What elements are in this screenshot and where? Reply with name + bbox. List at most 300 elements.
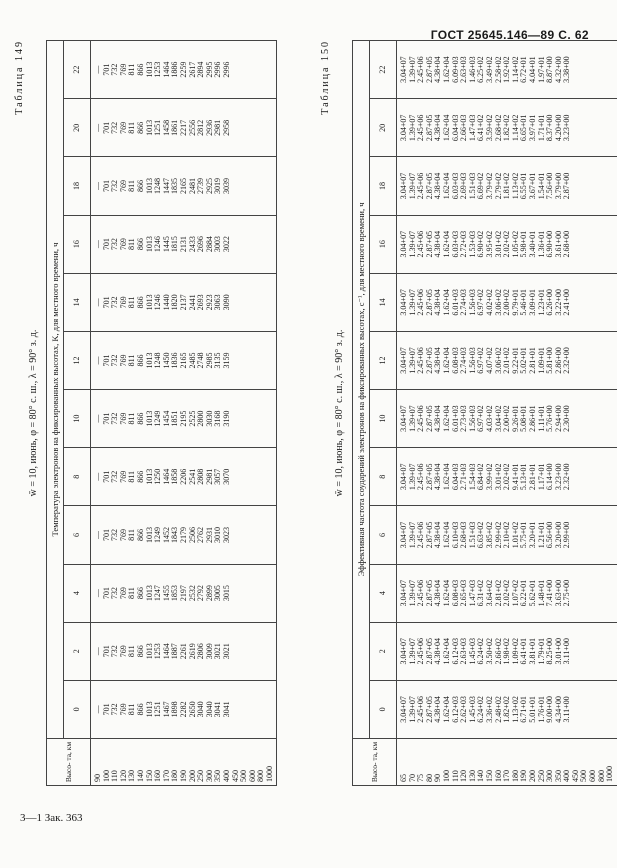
table-cell: 2800 (196, 410, 206, 427)
table-cell: 3021 (221, 643, 231, 660)
table-cell: 4.03+02 (484, 405, 494, 432)
table-cell: 2650 (187, 701, 197, 718)
table-cell: 3090 (221, 294, 231, 311)
height-value: 1000 (605, 766, 615, 782)
table-cell: 769 (118, 354, 128, 367)
table-cell: 6.22+01 (519, 579, 529, 607)
height-value: 250 (536, 770, 546, 782)
hour-header: 4 (64, 564, 91, 622)
table-cell: 769 (118, 238, 128, 251)
value-column (91, 331, 277, 389)
height-values (397, 739, 617, 786)
table-cell: 3.20+01 (527, 521, 537, 549)
table-cell: 2.68+00 (562, 230, 572, 258)
table-number: Таблица 149 (14, 40, 25, 115)
table-cell: 2.01+02 (502, 347, 512, 374)
table-cell: 2525 (187, 410, 197, 427)
table-cell: 2532 (187, 585, 197, 602)
table-cell: 701 (101, 470, 111, 483)
table-cell: 866 (135, 238, 145, 251)
table-cell: 769 (118, 121, 128, 134)
table-cell: 2899 (204, 585, 214, 602)
height-value: 70 (407, 774, 417, 782)
table-subtitle: Эффективная частота соударений электронов на фиксированных высотах, с⁻¹, для местного времени, ч (353, 41, 370, 739)
table-cell: 5.76+00 (545, 405, 555, 432)
table-cell: 701 (101, 121, 111, 134)
table-cell: 1815 (170, 236, 180, 253)
table-cell: 2.68+02 (493, 114, 503, 142)
table-cell: 732 (110, 121, 120, 134)
table-cell: 1851 (170, 410, 180, 427)
table-cell: 1.21+01 (536, 521, 546, 549)
height-value: 100 (101, 770, 111, 782)
table-cell: — (93, 123, 102, 132)
table-cell: 3.04+07 (399, 114, 408, 142)
table-cell: 701 (101, 180, 111, 193)
table-cell: 1820 (170, 294, 180, 311)
table-cell: 1.39+07 (407, 521, 417, 549)
table-cell: 811 (127, 587, 137, 599)
height-value: 350 (553, 770, 563, 782)
table-cell: 1886 (170, 61, 180, 78)
height-value: 110 (110, 770, 120, 782)
table-cell: 1013 (144, 468, 154, 485)
table-cell: 2.86+01 (527, 405, 537, 432)
table-cell: 1.23+01 (536, 289, 546, 316)
table-cell: 3.61+00 (553, 230, 563, 258)
table-cell: 866 (135, 180, 145, 193)
table-cell: 866 (135, 645, 145, 658)
table-cell: 2925 (204, 178, 214, 195)
height-value: 140 (476, 770, 486, 782)
height-value: 130 (467, 770, 477, 782)
table-cell: 3023 (221, 526, 231, 543)
hour-header: 0 (64, 680, 91, 738)
table-cell: 1013 (144, 178, 154, 195)
table-cell: 4.07+02 (484, 347, 494, 374)
table-cell: 2441 (187, 294, 197, 311)
table-cell: 3.06+02 (493, 289, 503, 316)
table-cell: 1.56+03 (467, 347, 477, 374)
hour-header: 20 (370, 99, 397, 157)
table-cell: 769 (118, 528, 128, 541)
table-150-block (320, 40, 615, 786)
table-cell: 1013 (144, 236, 154, 253)
table-cell: 3019 (213, 178, 223, 195)
table-cell: 2.32+00 (562, 347, 572, 374)
table-cell: 6.01+03 (450, 405, 460, 432)
table-cell: 3.04+07 (399, 579, 408, 607)
table-cell: 1.39+07 (407, 638, 417, 665)
table-cell: 1248 (153, 178, 163, 195)
table-cell: 2.87+05 (424, 56, 434, 83)
table-cell: 3.23+00 (553, 463, 563, 491)
table-cell: 6.12+03 (450, 696, 460, 723)
hour-header: 18 (370, 157, 397, 215)
table-cell: 3.01+00 (553, 638, 563, 665)
table-cell: 1013 (144, 410, 154, 427)
table-cell: 3.85+02 (484, 521, 494, 549)
hour-header-row (64, 41, 91, 786)
table-cell: 769 (118, 180, 128, 193)
table-cell: 6.01+03 (450, 289, 460, 316)
table-cell: 2165 (178, 178, 188, 195)
height-value: 140 (135, 770, 145, 782)
table-cell: 2.45+06 (416, 56, 426, 83)
hour-header: 4 (370, 564, 397, 622)
table-cell: 1.14+02 (510, 56, 520, 83)
table-cell: 3.59+02 (484, 114, 494, 142)
value-column (397, 390, 617, 448)
table-cell: 2806 (196, 643, 206, 660)
table-caption: w̄ = 10, июнь, φ = 80° с. ш., λ = 90° з. д. (334, 329, 345, 497)
table-cell: 701 (101, 703, 111, 716)
height-value: 450 (570, 770, 580, 782)
table-cell: 5.02+01 (519, 347, 529, 374)
table-cell: 2981 (213, 119, 223, 136)
table-cell: 6.03+03 (450, 230, 460, 258)
table-cell: 1.53+03 (467, 230, 477, 258)
table-cell: 6.97+02 (476, 347, 486, 374)
table-cell: 1.62+04 (441, 347, 451, 374)
table-cell: 6.56+00 (545, 521, 555, 549)
table-cell: 1246 (153, 236, 163, 253)
height-value: 500 (579, 770, 589, 782)
table-cell: 4.38+04 (433, 289, 443, 316)
table-cell: 701 (101, 354, 111, 367)
table-cell: 2.63+03 (459, 638, 469, 665)
value-column (397, 622, 617, 680)
table-cell: 6.97+02 (476, 289, 486, 316)
table-cell: 3.04+07 (399, 347, 408, 374)
value-column (397, 680, 617, 738)
hour-header: 14 (64, 273, 91, 331)
table-cell: 866 (135, 703, 145, 716)
table-cell: 866 (135, 587, 145, 600)
table-cell: 1.54+03 (467, 463, 477, 491)
height-value: 170 (161, 770, 171, 782)
table-cell: 811 (127, 122, 137, 134)
table-cell: 1.48+01 (536, 579, 546, 607)
height-value: 90 (433, 774, 443, 782)
hour-header: 20 (64, 99, 91, 157)
table-cell: 3159 (221, 352, 231, 369)
height-value: 180 (170, 770, 180, 782)
table-cell: 866 (135, 528, 145, 541)
table-cell: 3003 (213, 236, 223, 253)
table-cell: 3168 (213, 410, 223, 427)
table-cell: 3030 (204, 410, 214, 427)
table-cell: 1013 (144, 585, 154, 602)
table-cell: 2.02+02 (502, 230, 512, 258)
table-cell: 2556 (187, 119, 197, 136)
table-cell: 732 (110, 645, 120, 658)
table-cell: 4.38+04 (433, 114, 443, 142)
hour-header: 22 (64, 41, 91, 99)
table-cell: 6.08+03 (450, 579, 460, 607)
table-cell: 6.72+01 (519, 56, 529, 83)
table-cell: 2.45+06 (416, 289, 426, 316)
height-value: 160 (153, 770, 163, 782)
value-column (91, 215, 277, 273)
table-cell: 866 (135, 470, 145, 483)
table-cell: 2812 (196, 119, 206, 136)
value-column (397, 215, 617, 273)
table-cell: 3005 (213, 585, 223, 602)
table-cell: 811 (127, 63, 137, 76)
table-cell: 732 (110, 180, 120, 193)
table-cell: 5.01+01 (527, 696, 537, 723)
table-caption: w̄ = 10, июнь, φ = 80° с. ш., λ = 90° з. д. (28, 329, 39, 497)
table-cell: 2808 (196, 468, 206, 485)
table-cell: 2137 (178, 294, 188, 311)
table-cell: 3.04+07 (399, 172, 408, 200)
table-cell: 3.04+02 (493, 405, 503, 432)
table-cell: 866 (135, 63, 145, 76)
table-cell: 3.01+02 (493, 230, 503, 258)
table-cell: 2.45+06 (416, 521, 426, 549)
table-cell: 769 (118, 470, 128, 483)
table-cell: 1.39+07 (407, 405, 417, 432)
table-cell: 2261 (178, 643, 188, 660)
table-cell: 3.04+07 (399, 289, 408, 316)
height-value: 200 (527, 770, 537, 782)
table-cell: 1.62+04 (441, 638, 451, 665)
table-cell: 1.62+04 (441, 56, 451, 83)
table-cell: — (93, 298, 102, 307)
table-cell: 4.34+00 (553, 696, 563, 723)
table-cell: 6.04+03 (450, 463, 460, 491)
table-cell: 866 (135, 354, 145, 367)
table-cell: 2.10+02 (502, 521, 512, 549)
table-cell: 5.13+01 (519, 463, 529, 491)
table-cell: 9.00+00 (545, 696, 555, 723)
table-cell: 3.99+02 (484, 463, 494, 491)
table-cell: 2762 (196, 526, 206, 543)
table-cell: 2.63+03 (459, 56, 469, 83)
table-cell: 2197 (178, 585, 188, 602)
table-cell: 1455 (161, 585, 171, 602)
table-cell: 4.02+02 (484, 289, 494, 316)
table-cell: 6.65+01 (519, 114, 529, 142)
page-footer: 3—1 Зак. 363 (20, 812, 83, 824)
hour-header-row (370, 41, 397, 786)
table-cell: 1452 (161, 526, 171, 543)
table-cell: 2165 (178, 352, 188, 369)
table-cell: 3.64+02 (484, 579, 494, 607)
table-cell: 2.87+05 (424, 696, 434, 723)
table-cell: 2.87+05 (424, 579, 434, 607)
table-cell: 2.32+00 (562, 463, 572, 491)
table-cell: 2259 (178, 61, 188, 78)
table-cell: 6.69+02 (476, 172, 486, 200)
table-cell: 811 (127, 645, 137, 658)
table-cell: 2.73+03 (459, 405, 469, 432)
table-cell: 1.39+07 (407, 172, 417, 200)
table-cell: 2.71+03 (459, 463, 469, 491)
table-cell: 3039 (221, 178, 231, 195)
table-cell: 2.66+02 (493, 638, 503, 665)
table-cell: 2.87+05 (424, 405, 434, 432)
value-column (91, 622, 277, 680)
height-value: 65 (399, 774, 408, 782)
table-cell: 3.79+00 (553, 172, 563, 200)
table-cell: 4.38+04 (433, 463, 443, 491)
table-cell: 1249 (153, 410, 163, 427)
table-cell: 9.79+01 (510, 289, 520, 316)
height-value: 110 (450, 770, 460, 782)
table-cell: 4.38+04 (433, 172, 443, 200)
table-cell: 1253 (153, 61, 163, 78)
table-cell: 1440 (161, 294, 171, 311)
value-column (91, 157, 277, 215)
value-column (91, 448, 277, 506)
table-cell: 3.04+07 (399, 463, 408, 491)
table-cell: 2894 (196, 61, 206, 78)
value-column (397, 41, 617, 99)
height-value: 180 (510, 770, 520, 782)
table-cell: 769 (118, 703, 128, 716)
table-cell: 1.82+02 (502, 696, 512, 723)
table-cell: 9.22+01 (510, 347, 520, 374)
table-cell: 732 (110, 296, 120, 309)
table-cell: 3009 (204, 643, 214, 660)
table-cell: 732 (110, 354, 120, 367)
table-cell: 1.62+04 (441, 405, 451, 432)
table-cell: 3.04+07 (399, 56, 408, 83)
table-cell: 2.81+02 (493, 579, 503, 607)
table-cell: 2.45+06 (416, 696, 426, 723)
table-subtitle: Температура электронов на фиксированных высотах, K, для местного времени, ч (47, 41, 64, 739)
table-cell: 4.38+04 (433, 638, 443, 665)
hour-header: 8 (64, 448, 91, 506)
table-cell: 1247 (153, 585, 163, 602)
hour-header: 6 (370, 506, 397, 564)
table-cell: 2131 (178, 236, 188, 253)
table-cell: 2.62+03 (459, 696, 469, 723)
table-cell: 769 (118, 645, 128, 658)
hour-header: 12 (370, 331, 397, 389)
table-cell: 2.87+05 (424, 521, 434, 549)
table-cell: 6.84+02 (476, 463, 486, 491)
table-cell: 1013 (144, 61, 154, 78)
table-cell: 3.11+00 (562, 696, 572, 723)
value-column (397, 506, 617, 564)
table-cell: 2.87+05 (424, 114, 434, 142)
table-cell: 2541 (187, 468, 197, 485)
table-cell: 1013 (144, 294, 154, 311)
value-column (397, 564, 617, 622)
table-cell: 1.47+03 (467, 579, 477, 607)
table-cell: 732 (110, 412, 120, 425)
height-value: 150 (144, 770, 154, 782)
table-cell: 701 (101, 645, 111, 658)
table-number: Таблица 150 (320, 40, 331, 115)
table-cell: 8.25+00 (545, 638, 555, 665)
table-cell: 811 (127, 180, 137, 192)
table-cell: 1464 (161, 468, 171, 485)
table-cell: 2.94+00 (553, 405, 563, 432)
table-cell: 1.39+07 (407, 289, 417, 316)
table-cell: 866 (135, 296, 145, 309)
value-column (91, 273, 277, 331)
table-cell: 9.41+01 (510, 463, 520, 491)
table-cell: 2739 (196, 178, 206, 195)
table-cell: 4.04+01 (527, 56, 537, 83)
table-cell: 3022 (221, 236, 231, 253)
table-cell: 2617 (187, 61, 197, 78)
table-cell: 1447 (161, 178, 171, 195)
table-cell: 866 (135, 412, 145, 425)
table-cell: 2792 (196, 585, 206, 602)
table-cell: 1898 (170, 701, 180, 718)
table-cell: 811 (127, 238, 137, 251)
table-cell: 3.79+02 (484, 172, 494, 200)
height-header: Высо- та, км (47, 739, 91, 786)
table-cell: 1.01+02 (510, 521, 520, 549)
table-cell: 701 (101, 296, 111, 309)
table-cell: 6.71+01 (519, 696, 529, 723)
table-cell: 1.62+04 (441, 289, 451, 316)
table-cell: 732 (110, 528, 120, 541)
table-cell: 1.62+04 (441, 696, 451, 723)
value-column (91, 390, 277, 448)
table-cell: 2.79+02 (493, 172, 503, 200)
table-cell: 3010 (213, 526, 223, 543)
value-column (91, 680, 277, 738)
value-column (397, 273, 617, 331)
height-value: 120 (459, 770, 469, 782)
value-column (397, 331, 617, 389)
hour-header: 16 (370, 215, 397, 273)
table-cell: 1861 (170, 119, 180, 136)
table-cell: 1.76+01 (536, 696, 546, 723)
table-cell: 1.39+07 (407, 579, 417, 607)
table-cell: 1843 (170, 526, 180, 543)
table-cell: 6.90+00 (545, 230, 555, 258)
table-cell: 1.62+04 (441, 579, 451, 607)
table-cell: 2.87+05 (424, 463, 434, 491)
height-value: 350 (213, 770, 223, 782)
table-cell: 1.11+01 (536, 405, 546, 432)
table-cell: 2696 (196, 236, 206, 253)
table-cell: 2.69+03 (459, 172, 469, 200)
table-cell: 6.31+02 (476, 579, 486, 607)
table-cell: 3070 (221, 468, 231, 485)
table-cell: 4.38+04 (433, 230, 443, 258)
table-cell: 2.48+02 (493, 696, 503, 723)
table-cell: 811 (127, 296, 137, 309)
table-cell: 1.81+02 (502, 172, 512, 200)
table-cell: 1013 (144, 526, 154, 543)
table-cell: 3.38+00 (562, 56, 572, 83)
table-cell: 2.87+05 (424, 230, 434, 258)
hour-header: 0 (370, 680, 397, 738)
height-value: 190 (178, 770, 188, 782)
table-cell: 2.68+03 (459, 521, 469, 549)
table-cell: 1.51+03 (467, 521, 477, 549)
value-column (397, 99, 617, 157)
table-row (397, 41, 617, 786)
table-cell: 1253 (153, 643, 163, 660)
table-cell: 2.45+06 (416, 230, 426, 258)
table-cell: 4.38+04 (433, 405, 443, 432)
table-cell: 1.13+02 (510, 696, 520, 723)
table-cell: 1.51+03 (467, 172, 477, 200)
height-value: 300 (545, 770, 555, 782)
height-value: 1000 (264, 766, 274, 782)
table-cell: 7.56+00 (545, 172, 555, 200)
